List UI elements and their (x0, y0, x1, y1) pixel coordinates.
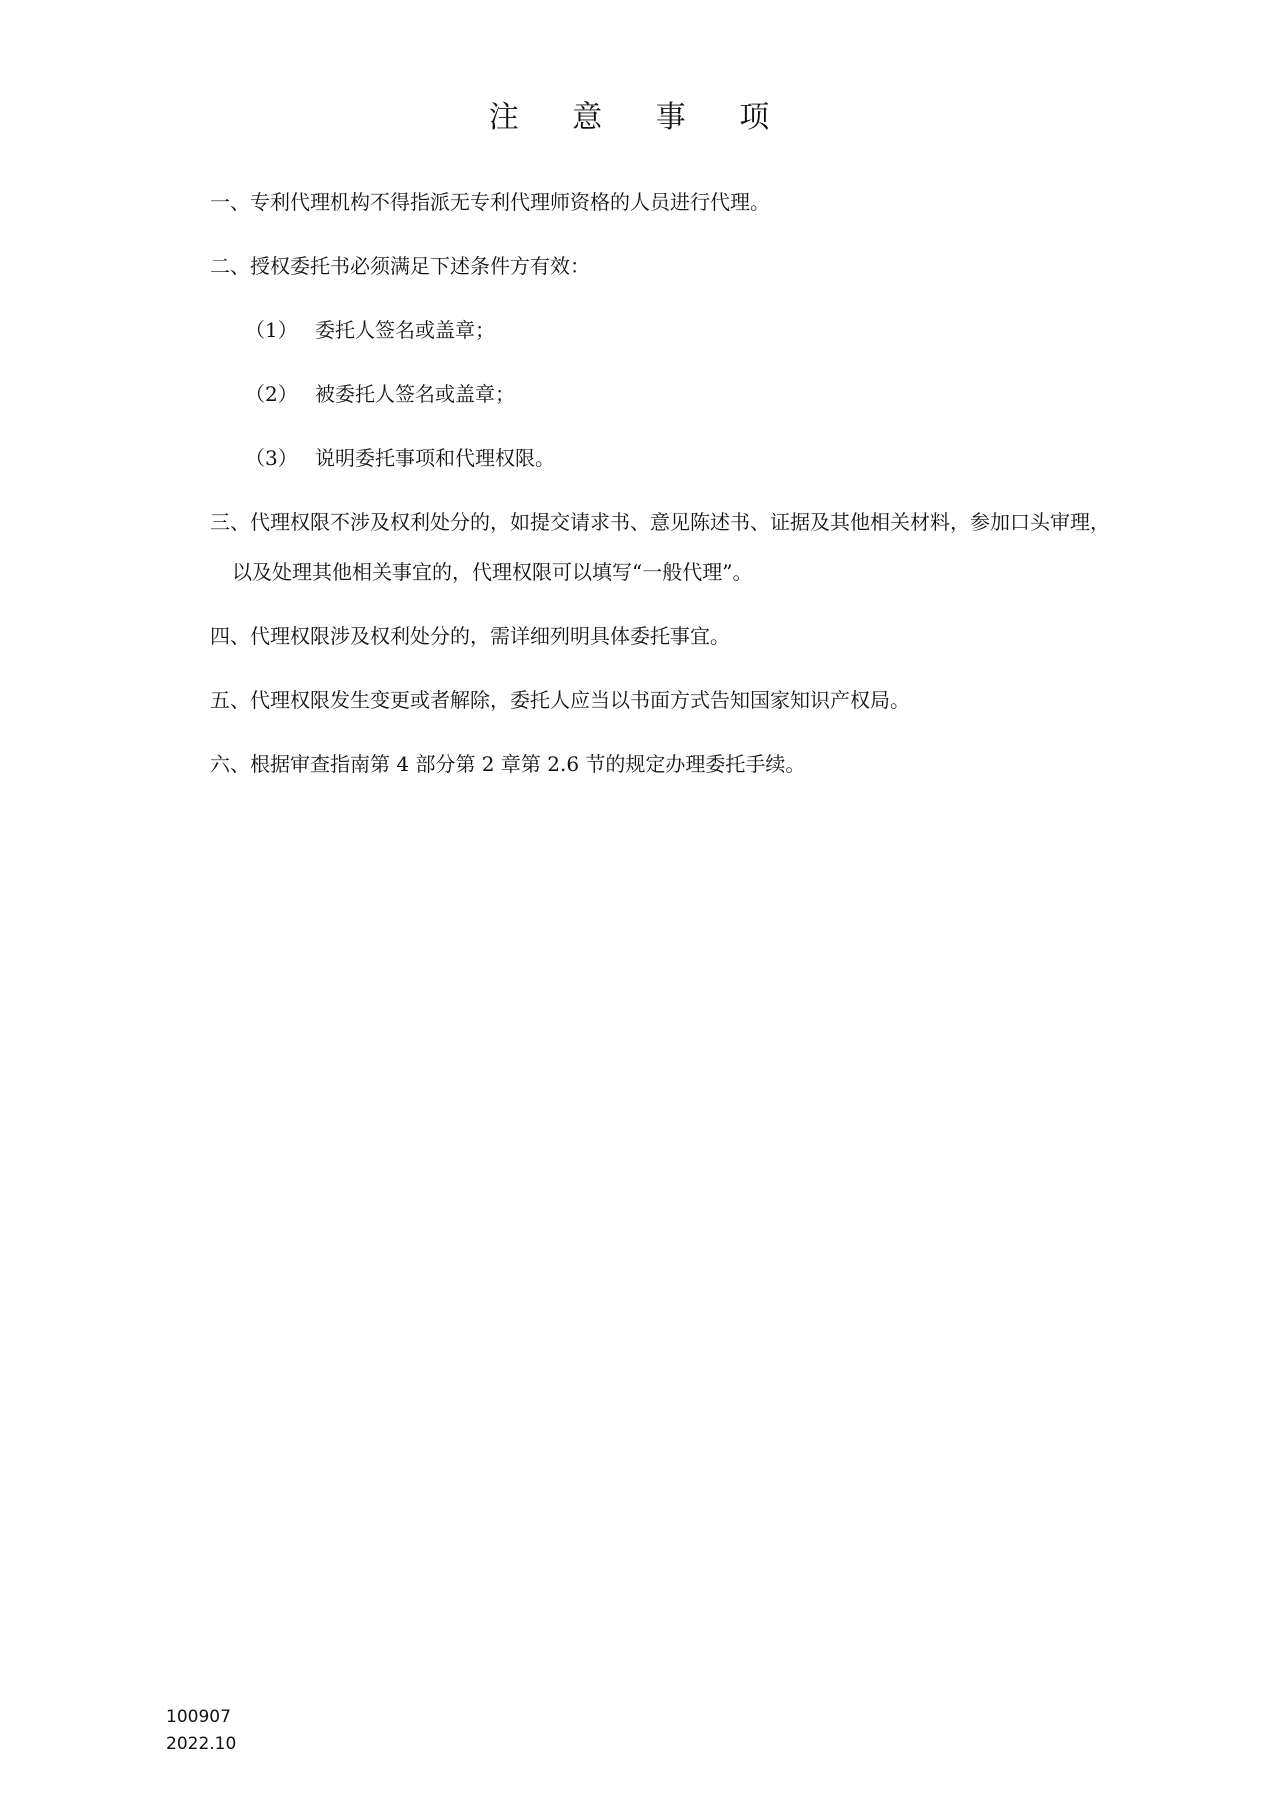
notice-item-5: 五、代理权限发生变更或者解除，委托人应当以书面方式告知国家知识产权局。 (210, 688, 910, 712)
notice-item-2: 二、授权委托书必须满足下述条件方有效： (210, 254, 590, 278)
condition-text: 委托人签名或盖章； (315, 318, 495, 342)
condition-item-1 (245, 316, 495, 344)
condition-item-2 (245, 380, 515, 408)
version-date: 2022.10 (166, 1734, 237, 1754)
condition-text: 被委托人签名或盖章； (315, 382, 515, 406)
notice-item-3-line-1: 三、代理权限不涉及权利处分的，如提交请求书、意见陈述书、证据及其他相关材料，参加口头审理， (210, 510, 1110, 534)
condition-item-3 (245, 444, 555, 472)
condition-number: （1） (245, 318, 298, 342)
notice-item-1: 一、专利代理机构不得指派无专利代理师资格的人员进行代理。 (210, 190, 770, 214)
notice-item-3-line-2: 以及处理其他相关事宜的，代理权限可以填写“一般代理”。 (232, 560, 753, 584)
condition-text: 说明委托事项和代理权限。 (315, 446, 555, 470)
notice-item-6: 六、根据审查指南第 4 部分第 2 章第 2.6 节的规定办理委托手续。 (210, 752, 806, 776)
condition-number: （3） (245, 446, 298, 470)
page-title: 注 意 事 项 (488, 100, 792, 135)
form-code: 100907 (166, 1707, 231, 1727)
notice-item-4: 四、代理权限涉及权利处分的，需详细列明具体委托事宜。 (210, 624, 730, 648)
condition-number: （2） (245, 382, 298, 406)
